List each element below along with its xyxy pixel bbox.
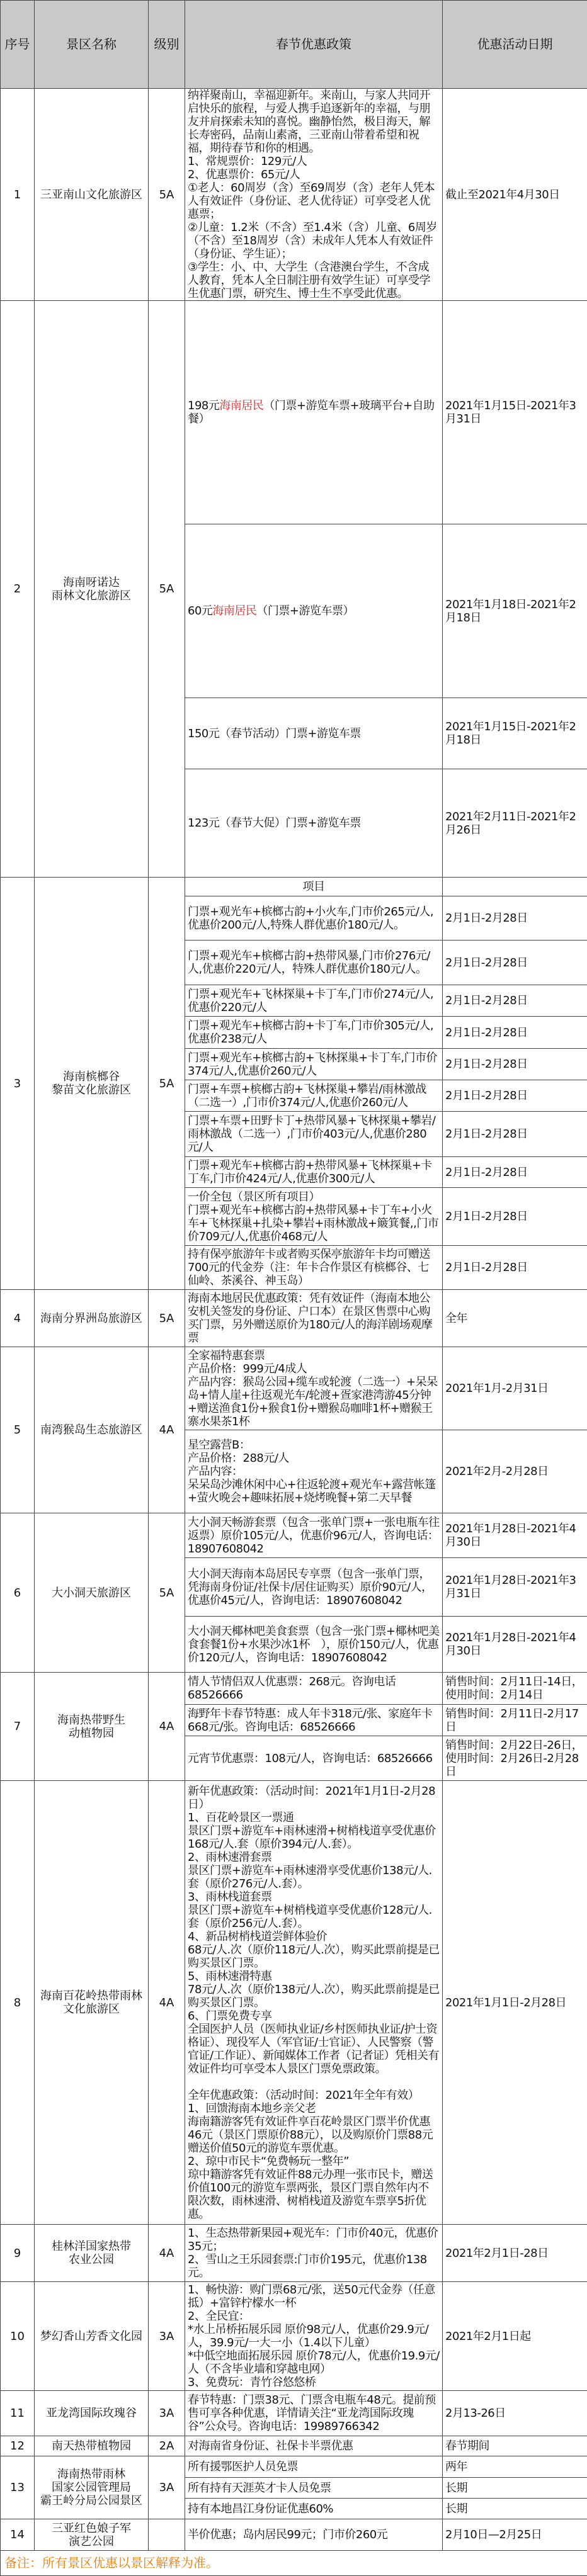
policy-text: 情人节情侣双人优惠票：268元。咨询电话68526666 xyxy=(188,1675,396,1702)
scenic-level: 2A xyxy=(149,2436,185,2456)
policy-cell xyxy=(185,1049,443,1080)
policy-text: 1、生态热带新果园+观光车：门市价40元，优惠价35元； 2、雪山之王乐园套票:门市价195元，优惠价138元。 xyxy=(188,2227,438,2279)
table-row xyxy=(1,2225,587,2282)
date-cell: 销售时间：2月11日-2月17日 xyxy=(443,1705,587,1736)
scenic-name: 海南呀诺达 雨林文化旅游区 xyxy=(35,301,149,878)
policy-cell xyxy=(185,878,443,896)
policy-cell xyxy=(185,896,443,941)
scenic-name: 海南热带野生 动植物园 xyxy=(35,1673,149,1781)
policy-text: 海野年卡春节特惠：成人年卡318元/张、家庭年卡668元/张。咨询电话：68526666 xyxy=(188,1707,432,1734)
policy-text: 元宵节优惠票：108元/人，咨询电话：68526666 xyxy=(188,1752,433,1765)
date-cell: 2021年1月28日-2021年4月30日 xyxy=(443,1617,587,1673)
policy-text: 持有保亭旅游年卡或者购买保亭旅游年卡均可赠送700元的代金券（注：年卡合作景区有槟榔谷、七仙岭、茶溪谷、神玉岛） xyxy=(188,1248,430,1287)
header-date: 优惠活动日期 xyxy=(443,1,587,89)
scenic-name: 海南百花岭热带雨林 文化旅游区 xyxy=(35,1781,149,2225)
policy-cell xyxy=(185,1112,443,1157)
policy-cell xyxy=(185,2225,443,2282)
table-row xyxy=(1,1673,587,1705)
table-row xyxy=(1,878,587,896)
date-cell: 春节期间 xyxy=(443,2436,587,2456)
policy-text: 123元（春节大促）门票+游览车票 xyxy=(188,816,361,830)
policy-cell xyxy=(185,2282,443,2391)
policy-cell xyxy=(185,1290,443,1347)
scenic-name: 海南槟榔谷 黎苗文化旅游区 xyxy=(35,878,149,1290)
policy-cell xyxy=(185,1736,443,1781)
row-number: 12 xyxy=(1,2436,35,2456)
scenic-name: 三亚南山文化旅游区 xyxy=(35,89,149,301)
header-level: 级别 xyxy=(149,1,185,89)
date-cell: 长期 xyxy=(443,2478,587,2499)
policy-text: 纳祥聚南山，幸福迎新年。来南山，与家人共同开启快乐的旅程，与爱人携手追逐新年的幸福，与朋友并肩探索未知的喜悦。幽静怡然，极目海天，解长寿密码，品南山素斋，三亚南山带着希望和祝福，期待春节和你的相遇。 1、常规票价：129元/人 2、优惠票价：65元/人 ①老人：60周岁（含）至69周岁（含）老年人凭本人有效证件（身份证、老人优待证）可享受老人优惠票； ②儿童：1.2米（不含）至1.4米（含）儿童、6周岁（不含）至18周岁（含）未成年人凭本人有效证件（身份证、学生证）； ③学生：小、中、大学生（含港澳台学生，不含成人教育，凭本人全日制注册有效学生证）可享受学生优惠门票，研究生、博士生不享受此优惠。 xyxy=(188,89,437,300)
policy-cell xyxy=(185,2436,443,2456)
row-number: 5 xyxy=(1,1347,35,1513)
policy-cell xyxy=(185,1705,443,1736)
table-row xyxy=(1,1781,587,2225)
date-cell: 2月1日-2月28日 xyxy=(443,896,587,941)
policy-cell xyxy=(185,1781,443,2225)
scenic-level: 5A xyxy=(149,1290,185,1347)
policy-cell xyxy=(185,698,443,769)
policy-cell xyxy=(185,1430,443,1513)
table-row xyxy=(1,2519,587,2551)
row-number: 1 xyxy=(1,89,35,301)
policy-text: 对海南省身份证、社保卡半票优惠 xyxy=(188,2439,353,2453)
policy-text: 门票+观光车+槟榔古韵+卡丁车,门市价305元/人,优惠价238元/人 xyxy=(188,1019,433,1046)
date-cell: 2月1日-2月28日 xyxy=(443,1049,587,1080)
policy-cell xyxy=(185,1157,443,1188)
date-cell: 2月1日-2月28日 xyxy=(443,1112,587,1157)
policy-text: 门票+观光车+槟榔古韵+飞林探巢+卡丁车,门市价374元/人,优惠价260元/人 xyxy=(188,1051,437,1078)
policy-cell xyxy=(185,1617,443,1673)
header-name: 景区名称 xyxy=(35,1,149,89)
date-cell: 2月1日-2月28日 xyxy=(443,1188,587,1246)
date-cell: 2021年1月1日-2月28日 xyxy=(443,1781,587,2225)
date-cell: 2月1日-2月28日 xyxy=(443,1246,587,1290)
date-cell: 销售时间：2月22日-26日，使用时间：2月26日-2月28日 xyxy=(443,1736,587,1781)
scenic-name: 南湾猴岛生态旅游区 xyxy=(35,1347,149,1513)
date-cell: 两年 xyxy=(443,2456,587,2478)
date-cell: 2021年1月15日-2021年2月18日 xyxy=(443,698,587,769)
date-cell: 销售时间：2月11日-14日，使用时间：2月14日 xyxy=(443,1673,587,1705)
policy-text: 60元 xyxy=(188,604,212,618)
scenic-level: 4A xyxy=(149,1781,185,2225)
scenic-level: 4A xyxy=(149,1347,185,1513)
date-cell: 2月1日-2月28日 xyxy=(443,985,587,1017)
highlight-text: 海南居民 xyxy=(212,604,256,618)
date-cell: 2021年1月-2月31日 xyxy=(443,1347,587,1430)
table-row xyxy=(1,1290,587,1347)
policy-text: 所有援鄂医护人员免票 xyxy=(188,2460,298,2473)
row-number: 9 xyxy=(1,2225,35,2282)
policy-cell xyxy=(185,769,443,878)
date-cell: 2021年1月28日-2021年4月30日 xyxy=(443,1513,587,1558)
policy-text: 门票+观光车+槟榔古韵+热带风暴+飞林探巢+卡丁车,门市价424元/人,优惠价300元/人 xyxy=(188,1159,432,1185)
policy-text: 门票+车票+田野卡丁+热带风暴+飞林探巢+攀岩/雨林激战（二选一）,门市价403元/人,优惠价280元/人 xyxy=(188,1114,435,1154)
date-cell: 2021年2月11日-2021年2月26日 xyxy=(443,769,587,878)
scenic-level: 5A xyxy=(149,1513,185,1673)
row-number: 10 xyxy=(1,2282,35,2391)
policy-cell xyxy=(185,1347,443,1430)
table-row xyxy=(1,1347,587,1430)
policy-text: 1、畅快游：购门票68元/张，送50元代金券（任意抵）+富锌柠檬水一杯 2、全民宜： *水上吊桥拓展乐园 原价98元/人，优惠价29.9元/人，39.9元/一大一小（1.4以下儿童） *中低空地面拓展乐园 原价78元/人，优惠价19.9元/人（不含毕业墙和穿越电网） 3、免费玩：青竹谷悠悠桥 xyxy=(188,2283,440,2389)
scenic-name: 海南分界洲岛旅游区 xyxy=(35,1290,149,1347)
policy-text: 新年优惠政策：（活动时间：2021年1月1日-2月28日） 1、百花岭景区一票通 景区门票+游览车+雨林速滑+树梢栈道享受优惠价168元/人.套（原价394元/人.套）。 2、雨林速滑套票 景区门票+游览车+雨林速滑享受优惠价138元/人.套（原价276元/人.套）。 3、雨林栈道套票 景区门票+游览车+树梢栈道享受优惠价128元/人.套（原价256元/人.套）。 4、新品树梢栈道尝鲜体验价 68元/人.次（原价118元/人.次），购买此票前提是已购买景区门票。 5、雨林速滑特惠 78元/人.次（原价138元/人.次），购买此票前提是已购买景区门票。 6、门票免费专享 全国医护人员（医师执业证/乡村医师执业证/护士资格证）、现役军人（军官证/士官证）、人民警察（警官证/工作证）、新闻媒体工作者（记者证）凭相关有效证件均可享受本人景区门票免票政策。 全年优惠政策：（活动时间：2021年全年有效） 1、回馈海南本地乡亲父老 海南籍游客凭有效证件享百花岭景区门票半价优惠46元（景区门票原价88元），以及购原价门票88元赠送价值50元的游览车票优惠。 2、琼中市民卡“免费畅玩一整年” 琼中籍游客凭有效证件88元办理一张市民卡，赠送价值100元的游览车票两张，景区门票自然年内不限次数，雨林速滑、树梢栈道及游览车票享5折优惠。 xyxy=(188,1785,440,2221)
policy-text: 海南本地居民优惠政策：凭有效证件（海南本地公安机关签发的身份证、户口本）在景区售票中心购买门票，另外赠送原价为180元/人的海洋剧场观摩票 xyxy=(188,1292,432,1345)
policy-text: （门票+游览车票+玻璃平台+自助餐） xyxy=(188,399,435,426)
policy-text: 门票+车票+槟榔古韵+飞林探巢+攀岩/雨林激战（二选一）,门市价374元/人,优惠价260元/人 xyxy=(188,1083,426,1109)
row-number: 2 xyxy=(1,301,35,878)
date-cell: 2月1日-2月28日 xyxy=(443,1157,587,1188)
policy-cell xyxy=(185,2456,443,2478)
scenic-name: 南天热带植物园 xyxy=(35,2436,149,2456)
date-cell: 2月10日—2月25日 xyxy=(443,2519,587,2551)
policy-cell xyxy=(185,301,443,524)
policy-text: 大小洞天畅游套票（包含一张单门票+一张电瓶车往返票）原价105元/人，优惠价96元/人，咨询电话：18907608042 xyxy=(188,1516,440,1556)
policy-cell xyxy=(185,1558,443,1617)
scenic-name: 梦幻香山芳香文化园 xyxy=(35,2282,149,2391)
policy-cell xyxy=(185,1673,443,1705)
policy-text: 198元 xyxy=(188,399,219,412)
scenic-level xyxy=(149,2519,185,2551)
policy-text: 全家福特惠套票 产品价格：999元/4成人 产品内容：猴岛公园+缆车或轮渡（二选一）+呆呆岛+情人崖+往返观光车/轮渡+疍家港湾游45分钟+赠送渔食1份+猴食1份+赠猴岛咖啡1杯+赠猴王寨水果茶1杯 xyxy=(188,1349,438,1428)
table-row xyxy=(1,89,587,301)
table-header-row xyxy=(1,1,587,89)
policy-text: 大小洞天海南本岛居民专享票（包含一张单门票，凭海南身份证/社保卡/居住证购买）原价90元/人，优惠价45元/人，咨询电话：18907608042 xyxy=(188,1568,433,1607)
date-cell: 长期 xyxy=(443,2499,587,2519)
footnote: 备注：所有景区优惠以景区解释为准。 xyxy=(1,2551,587,2576)
scenic-name: 大小洞天旅游区 xyxy=(35,1513,149,1673)
date-cell xyxy=(443,878,587,896)
date-cell: 截止至2021年4月30日 xyxy=(443,89,587,301)
scenic-level: 4A xyxy=(149,1673,185,1781)
policy-text: 半价优惠；岛内居民99元；门市价260元 xyxy=(188,2528,387,2541)
scenic-level: 3A xyxy=(149,2282,185,2391)
highlight-text: 海南居民 xyxy=(219,399,263,412)
policy-cell xyxy=(185,524,443,698)
policy-text: 项目 xyxy=(303,880,325,893)
row-number: 4 xyxy=(1,1290,35,1347)
policy-text: 所有持有天涯英才卡人员免票 xyxy=(188,2482,331,2495)
scenic-level: 3A xyxy=(149,2456,185,2519)
table-row xyxy=(1,1513,587,1558)
date-cell: 2月1日-2月28日 xyxy=(443,941,587,985)
row-number: 13 xyxy=(1,2456,35,2519)
policy-text: 门票+观光车+槟榔古韵+热带风暴,门市价276元/人,优惠价220元/人，特殊人群优惠价180元/人。 xyxy=(188,949,430,976)
scenic-level: 3A xyxy=(149,2391,185,2436)
date-cell: 全年 xyxy=(443,1290,587,1347)
row-number: 14 xyxy=(1,2519,35,2551)
policy-text: 150元（春节活动）门票+游览车票 xyxy=(188,727,361,740)
policy-cell xyxy=(185,2499,443,2519)
scenic-name: 海南热带雨林 国家公园管理局 霸王岭分局公园景区 xyxy=(35,2456,149,2519)
policy-cell xyxy=(185,2519,443,2551)
date-cell: 2021年2月1日起 xyxy=(443,2282,587,2391)
scenic-level: 5A xyxy=(149,89,185,301)
date-cell: 2021年1月28日-2021年3月31日 xyxy=(443,1558,587,1617)
date-cell: 2021年1月18日-2021年2月18日 xyxy=(443,524,587,698)
header-no: 序号 xyxy=(1,1,35,89)
row-number: 8 xyxy=(1,1781,35,2225)
table-row xyxy=(1,2391,587,2436)
date-cell: 2月13-26日 xyxy=(443,2391,587,2436)
table-row xyxy=(1,2456,587,2478)
policy-cell xyxy=(185,2478,443,2499)
date-cell: 2021年1月15日-2021年3月31日 xyxy=(443,301,587,524)
date-cell: 2月1日-2月28日 xyxy=(443,1017,587,1049)
table-row xyxy=(1,2282,587,2391)
row-number: 11 xyxy=(1,2391,35,2436)
date-cell: 2021年2月-2月28日 xyxy=(443,1430,587,1513)
policy-text: 持有本地昌江身份证优惠60% xyxy=(188,2502,333,2516)
policy-cell xyxy=(185,2391,443,2436)
policy-cell xyxy=(185,89,443,301)
policy-text: 一价全包（景区所有项目） 门票+观光车+槟榔古韵+热带风暴+卡丁车+小火车+飞林探巢+扎染+攀岩+雨林激战+簸箕餐,,门市价709元/人,优惠价468元/人 xyxy=(188,1190,438,1243)
policy-text: 星空露营B： 产品价格：288元/人 产品内容： 呆呆岛沙滩休闲中心+往返轮渡+观光车+露营帐篷+萤火晚会+趣味拓展+烧烤晚餐+第二天早餐 xyxy=(188,1438,436,1505)
policy-text: 门票+观光车+槟榔古韵+小火车,门市价265元/人,优惠价200元/人,特殊人群优惠价180元/人。 xyxy=(188,905,433,932)
date-cell: 2021年2月1日-28日 xyxy=(443,2225,587,2282)
header-policy: 春节优惠政策 xyxy=(185,1,443,89)
scenic-name: 亚龙湾国际玫瑰谷 xyxy=(35,2391,149,2436)
policy-cell xyxy=(185,985,443,1017)
scenic-level: 5A xyxy=(149,301,185,878)
policy-cell xyxy=(185,1246,443,1290)
scenic-name: 三亚红色娘子军 演艺公园 xyxy=(35,2519,149,2551)
date-cell: 2月1日-2月28日 xyxy=(443,1080,587,1112)
row-number: 3 xyxy=(1,878,35,1290)
scenic-level: 5A xyxy=(149,878,185,1290)
policy-cell xyxy=(185,1188,443,1246)
row-number: 6 xyxy=(1,1513,35,1673)
scenic-name: 桂林洋国家热带 农业公园 xyxy=(35,2225,149,2282)
row-number: 7 xyxy=(1,1673,35,1781)
scenic-level: 4A xyxy=(149,2225,185,2282)
policy-cell xyxy=(185,1017,443,1049)
policy-text: 大小洞天椰林吧美食套票（包含一张门票+椰林吧美食套餐1份+水果沙冰1杯 ），原价150元/人，优惠价120元/人，咨询电话：18907608042 xyxy=(188,1625,440,1664)
policy-text: 门票+观光车+飞林探巢+卡丁车,门市价274元/人,优惠价220元/人 xyxy=(188,988,433,1014)
policy-text: 春节特惠：门票38元、门票含电瓶车48元。提前预售可享各种优惠，详情请关注“亚龙湾国际玫瑰谷”公众号。咨询电话：19989766342 xyxy=(188,2393,436,2433)
table-row xyxy=(1,301,587,524)
table-row xyxy=(1,2436,587,2456)
policy-cell xyxy=(185,941,443,985)
policy-cell xyxy=(185,1080,443,1112)
policy-text: （门票+游览车票） xyxy=(256,604,354,618)
policy-cell xyxy=(185,1513,443,1558)
